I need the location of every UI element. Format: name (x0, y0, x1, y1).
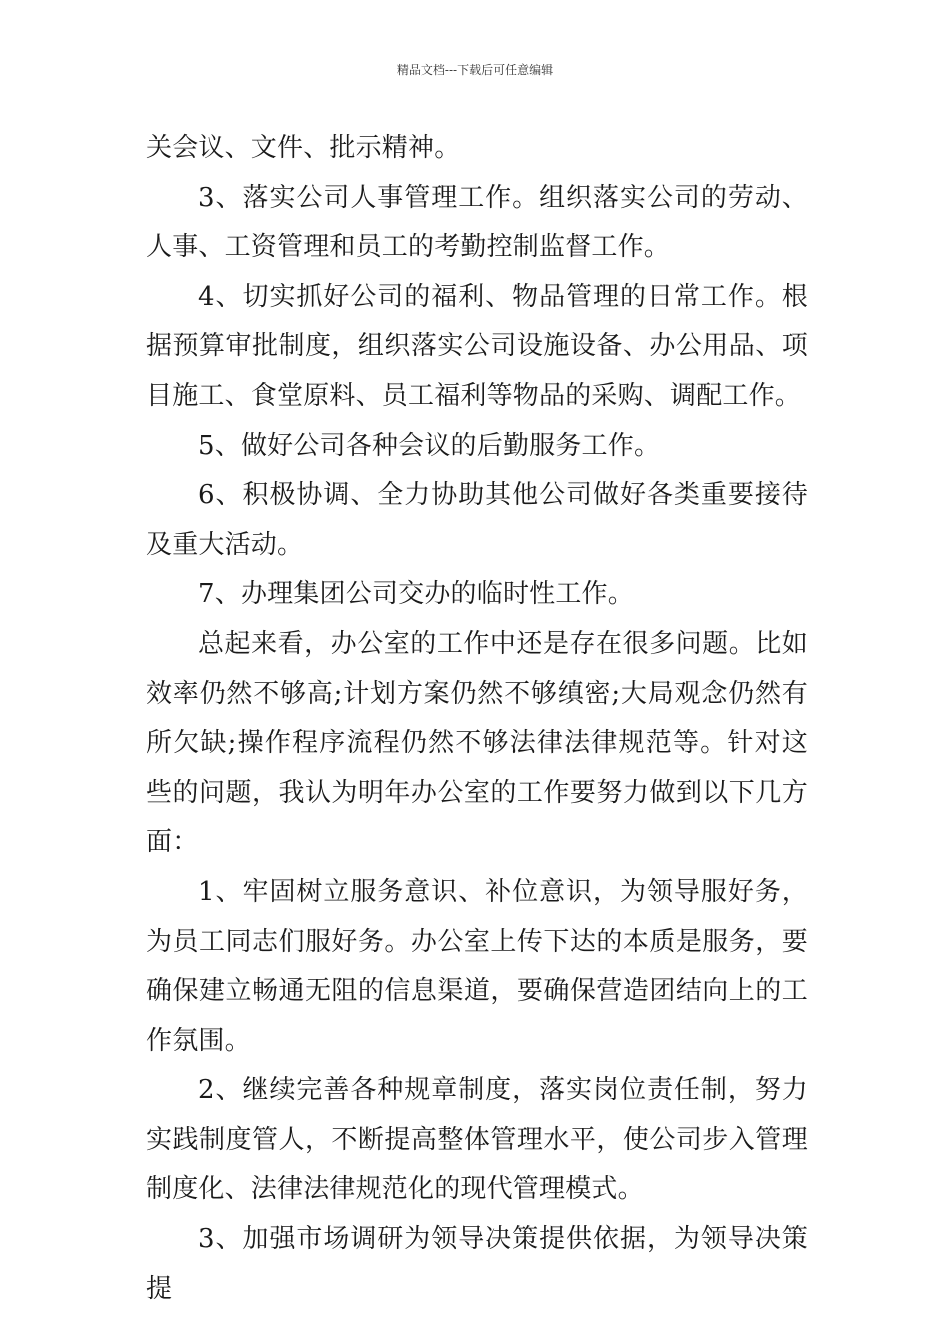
paragraph-2: 3、落实公司人事管理工作。组织落实公司的劳动、人事、工资管理和员工的考勤控制监督工作。 (146, 182, 808, 263)
paragraph-8: 1、牢固树立服务意识、补位意识，为领导服好务，为员工同志们服好务。办公室上传下达的本质是服务，要确保建立畅通无阻的信息渠道，要确保营造团结向上的工作氛围。 (146, 876, 808, 1056)
document-body (146, 124, 808, 1314)
paragraph-5: 6、积极协调、全力协助其他公司做好各类重要接待及重大活动。 (146, 480, 808, 560)
paragraph-4: 5、做好公司各种会议的后勤服务工作。 (198, 430, 661, 461)
paragraph-6: 7、办理集团公司交办的临时性工作。 (198, 579, 634, 610)
paragraph-3: 4、切实抓好公司的福利、物品管理的日常工作。根据预算审批制度，组织落实公司设施设备、办公用品、项目施工、食堂原料、员工福利等物品的采购、调配工作。 (146, 281, 808, 411)
paragraph-10: 3、加强市场调研为领导决策提供依据，为领导决策提 (146, 1224, 808, 1304)
paragraph-1: 关会议、文件、批示精神。 (146, 133, 461, 163)
paragraph-9: 2、继续完善各种规章制度，落实岗位责任制，努力实践制度管人，不断提高整体管理水平，使公司步入管理制度化、法律法律规范化的现代管理模式。 (146, 1075, 808, 1205)
paragraph-7: 总起来看，办公室的工作中还是存在很多问题。比如效率仍然不够高;计划方案仍然不够缜密;大局观念仍然有所欠缺;操作程序流程仍然不够法律法律规范等。针对这些的问题，我认为明年办公室的工作要努力做到以下几方面： (146, 628, 808, 858)
page-header: 精品文档---下载后可任意编辑 (396, 63, 554, 77)
